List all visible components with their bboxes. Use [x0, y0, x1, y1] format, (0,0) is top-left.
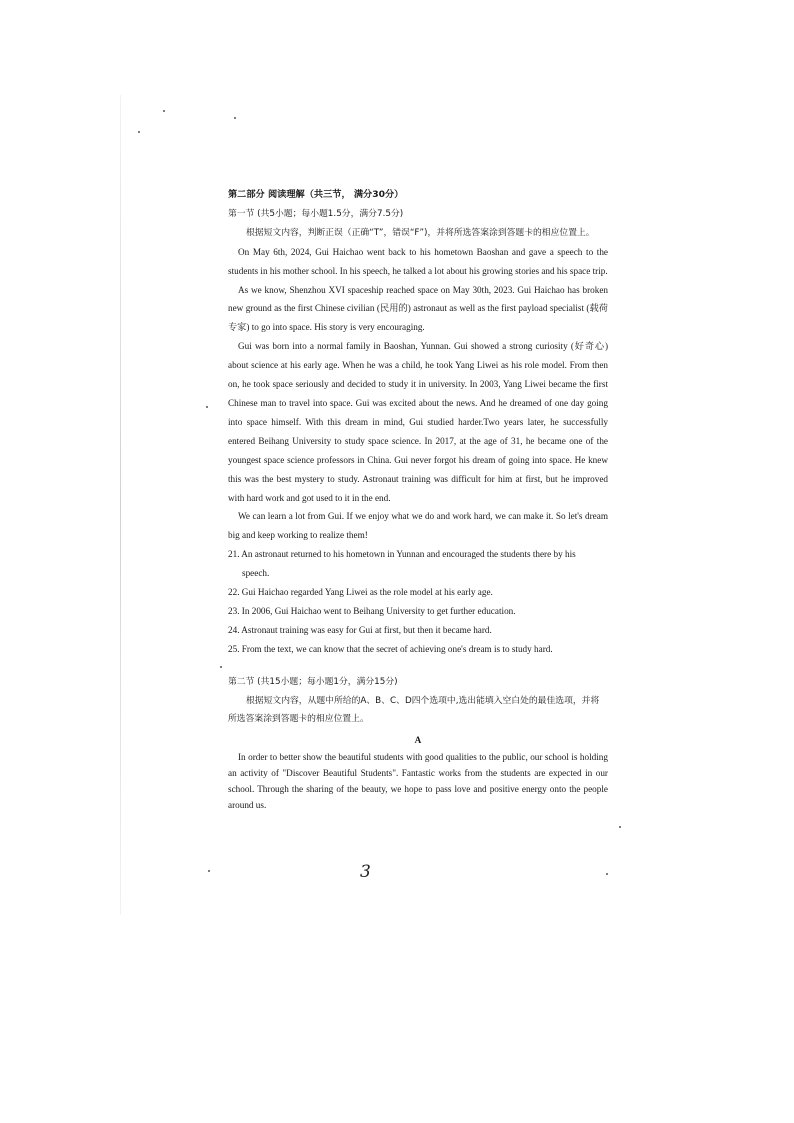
passage-label: A [414, 735, 422, 746]
question-text-continued: speech. [242, 568, 270, 579]
question-text: In 2006, Gui Haichao went to Beihang University to get further education. [241, 605, 516, 616]
part-title: 第二部分 阅读理解（共三节， 满分30分） [228, 189, 404, 200]
question-number: 23. [228, 605, 240, 616]
question-number: 21. [228, 549, 240, 560]
section2-heading: 第二节 (共15小题；每小题1分，满分15分) [228, 676, 398, 687]
exam-page-content [228, 186, 608, 813]
scan-speck [208, 870, 210, 872]
section-spacer [228, 659, 608, 673]
section1-heading: 第一节 (共5小题；每小题1.5分，满分7.5分) [228, 208, 404, 219]
question-item [228, 545, 608, 583]
question-item [228, 640, 608, 659]
question-number: 25. [228, 643, 240, 654]
scan-speck [206, 406, 208, 408]
scan-speck [619, 826, 621, 828]
passage-paragraph: On May 6th, 2024, Gui Haichao went back to his hometown Baoshan and gave a speech to the students in his mother school. In his speech, he talked a lot about his growing stories and his space trip. [228, 246, 608, 276]
scan-edge-line [120, 95, 121, 915]
question-number: 24. [228, 624, 240, 635]
question-item [228, 583, 608, 602]
question-text: Gui Haichao regarded Yang Liwei as the role model at his early age. [241, 587, 493, 598]
question-item [228, 621, 608, 640]
passage-a-text: In order to better show the beautiful students with good qualities to the public, our school is holding an activity of "Discover Beautiful Students". Fantastic works from the students are expected in our school. Through the sharing of the beauty, we hope to pass love and positive energy onto the people around us. [228, 752, 608, 810]
scan-speck [234, 117, 236, 119]
passage-paragraph: We can learn a lot from Gui. If we enjoy what we do and work hard, we can make it. So let's dream big and keep working to realize them! [228, 511, 608, 541]
scan-speck [606, 873, 608, 875]
section1-instruction: 根据短文内容，判断正误（正确“T”，错误“F”)，并将所选答案涂到答题卡的相应位置上。 [246, 227, 595, 238]
passage-paragraph: As we know, Shenzhou XVI spaceship reached space on May 30th, 2023. Gui Haichao has broken new ground as the first Chinese civilian (民用的) astronaut as well as the first payload specialist (载荷专家) to go into space. His story is very encouraging. [228, 284, 608, 333]
page-number: 3 [360, 862, 371, 882]
section2-instruction: 根据短文内容，从题中所给的A、B、C、D四个选项中,选出能填入空白处的最佳选项，并将所选答案涂到答题卡的相应位置上。 [228, 695, 600, 725]
question-item [228, 602, 608, 621]
question-text: From the text, we can know that the secret of achieving one's dream is to study hard. [241, 643, 553, 654]
question-number: 22. [228, 587, 240, 598]
scan-speck [163, 110, 165, 112]
scan-speck [138, 131, 140, 133]
question-text: Astronaut training was easy for Gui at first, but then it became hard. [241, 624, 492, 635]
question-text: An astronaut returned to his hometown in Yunnan and encouraged the students there by his [241, 549, 576, 560]
scan-speck [220, 666, 222, 668]
passage-paragraph: Gui was born into a normal family in Baoshan, Yunnan. Gui showed a strong curiosity (好奇心) about science at his early age. When he was a child, he took Yang Liwei as his role model. From then on, he took space seriously and decided to study it in university. In 2003, Yang Liwei became the first Chinese man to travel into space. Gui was excited about the news. And he dreamed of one day going into space himself. With this dream in mind, Gui studied harder.Two years later, he successfully entered Beihang University to study space science. In 2017, at the age of 31, he became one of the youngest space science professors in China. Gui never forgot his dream of going into space. He knew this was the best mystery to study. Astronaut training was difficult for him at first, but he improved with hard work and got used to it in the end. [228, 341, 608, 503]
